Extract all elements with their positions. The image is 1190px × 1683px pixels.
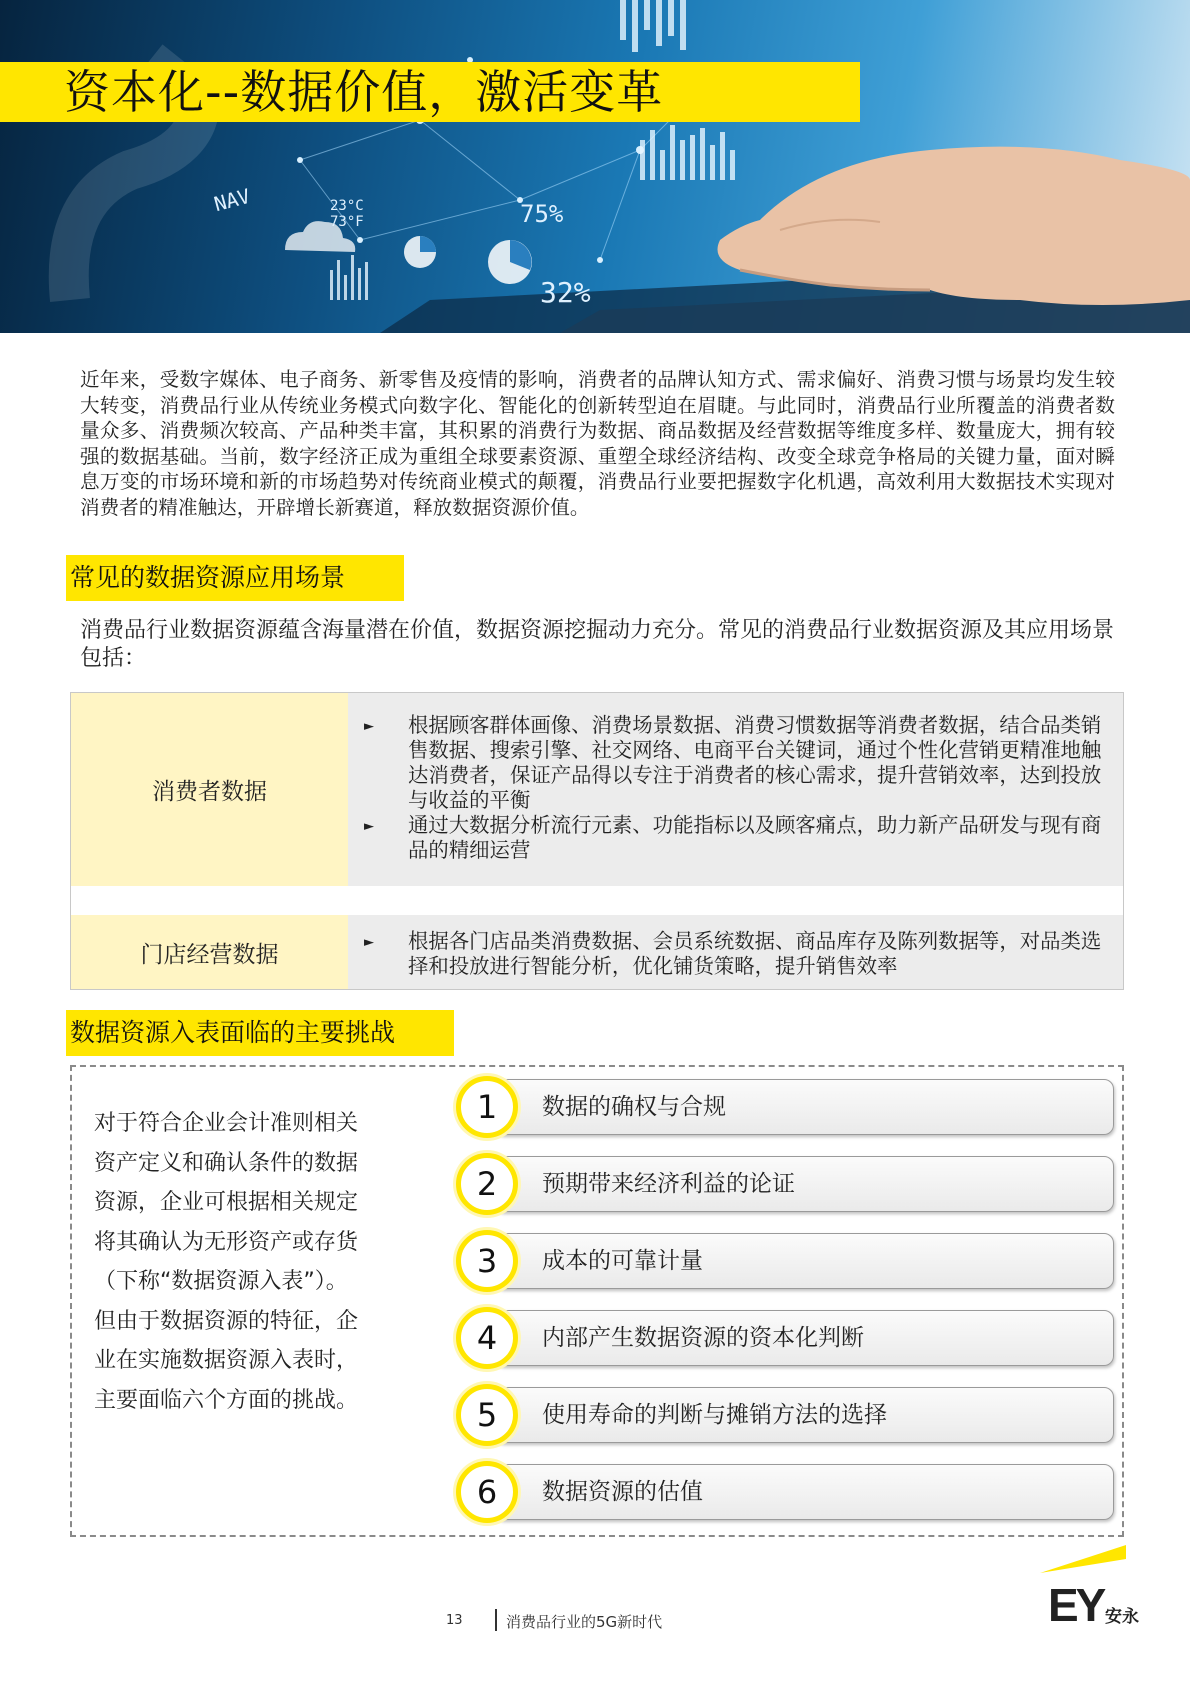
bullet-arrow-icon: ► xyxy=(364,935,374,950)
hero-nav-label: NAV xyxy=(211,183,253,217)
challenge-label: 数据的确权与合规 xyxy=(542,1094,726,1120)
hero-percent-a: 75% xyxy=(520,200,564,228)
table-row xyxy=(71,915,1123,989)
challenge-item xyxy=(456,1078,1116,1138)
hero-banner xyxy=(0,0,1190,333)
bullet-text: 根据顾客群体画像、消费场景数据、消费习惯数据等消费者数据，结合品类销售数据、搜索引擎、社交网络、电商平台关键词，通过个性化营销更精准地触达消费者，保证产品得以专注于消费者的核心需求，提升营销效率，达到投放与收益的平衡 xyxy=(408,713,1102,812)
hero-illustration xyxy=(0,0,1190,333)
hero-percent-b: 32% xyxy=(540,276,591,309)
section-heading-challenges: 数据资源入表面临的主要挑战 xyxy=(66,1010,454,1056)
scenarios-table xyxy=(70,692,1124,990)
bullet-item xyxy=(348,813,1103,863)
challenge-number-badge: 5 xyxy=(456,1384,518,1446)
bullet-text: 通过大数据分析流行元素、功能指标以及顾客痛点，助力新产品研发与现有商品的精细运营 xyxy=(408,813,1102,862)
challenge-label: 预期带来经济利益的论证 xyxy=(542,1171,795,1197)
challenge-number-badge: 1 xyxy=(456,1076,518,1138)
bullet-item xyxy=(348,929,1103,979)
hero-temp-f: 73°F xyxy=(330,214,364,230)
row-label: 门店经营数据 xyxy=(71,915,348,989)
challenge-label: 成本的可靠计量 xyxy=(542,1248,703,1274)
challenge-item xyxy=(456,1463,1116,1523)
challenge-number-badge: 6 xyxy=(456,1461,518,1523)
ey-logo-cn: 安永 xyxy=(1105,1607,1139,1627)
challenges-description: 对于符合企业会计准则相关资产定义和确认条件的数据资源，企业可根据相关规定将其确认为无形资产或存货（下称“数据资源入表”）。但由于数据资源的特征，企业在实施数据资源入表时，主要面临六个方面的挑战。 xyxy=(94,1111,359,1413)
bullet-item xyxy=(348,713,1103,813)
challenge-item xyxy=(456,1309,1116,1369)
page-title: 资本化--数据价值，激活变革 xyxy=(64,65,664,119)
footer-report-title: 消费品行业的5G新时代 xyxy=(506,1613,663,1631)
challenge-item xyxy=(456,1386,1116,1446)
ey-beam-icon xyxy=(1040,1545,1126,1581)
challenge-label: 数据资源的估值 xyxy=(542,1479,703,1505)
section-heading-scenarios: 常见的数据资源应用场景 xyxy=(66,555,404,601)
challenge-number-badge: 3 xyxy=(456,1230,518,1292)
bullet-arrow-icon: ► xyxy=(364,719,374,734)
row-label: 消费者数据 xyxy=(71,693,348,886)
intro-paragraph: 近年来，受数字媒体、电子商务、新零售及疫情的影响，消费者的品牌认知方式、需求偏好、消费习惯与场景均发生较大转变，消费品行业从传统业务模式向数字化、智能化的创新转型迫在眉睫。与此同时，消费品行业所覆盖的消费者数量众多、消费频次较高、产品种类丰富，其积累的消费行为数据、商品数据及经营数据等维度多样、数量庞大，拥有较强的数据基础。当前，数字经济正成为重组全球要素资源、重塑全球经济结构、改变全球竞争格局的关键力量，面对瞬息万变的市场环境和新的市场趋势对传统商业模式的颠覆，消费品行业要把握数字化机遇，高效利用大数据技术实现对消费者的精准触达，开辟增长新赛道，释放数据资源价值。 xyxy=(80,368,1115,519)
bullet-arrow-icon: ► xyxy=(364,819,374,834)
scenarios-lead: 消费品行业数据资源蕴含海量潜在价值，数据资源挖掘动力充分。常见的消费品行业数据资源及其应用场景包括： xyxy=(80,618,1115,671)
bullet-text: 根据各门店品类消费数据、会员系统数据、商品库存及陈列数据等，对品类选择和投放进行智能分析，优化铺货策略，提升销售效率 xyxy=(408,929,1102,978)
challenge-label: 内部产生数据资源的资本化判断 xyxy=(542,1325,864,1351)
challenge-label: 使用寿命的判断与摊销方法的选择 xyxy=(542,1402,887,1428)
challenge-item xyxy=(456,1232,1116,1292)
row-body xyxy=(348,693,1123,886)
challenge-number-badge: 4 xyxy=(456,1307,518,1369)
ey-logo: EY xyxy=(1048,1579,1104,1631)
page-number: 13 xyxy=(446,1613,463,1628)
table-row xyxy=(71,693,1123,886)
challenge-number-badge: 2 xyxy=(456,1153,518,1215)
row-body xyxy=(348,915,1123,989)
hero-temp-c: 23°C xyxy=(330,198,364,214)
challenge-item xyxy=(456,1155,1116,1215)
footer-divider xyxy=(495,1609,497,1631)
